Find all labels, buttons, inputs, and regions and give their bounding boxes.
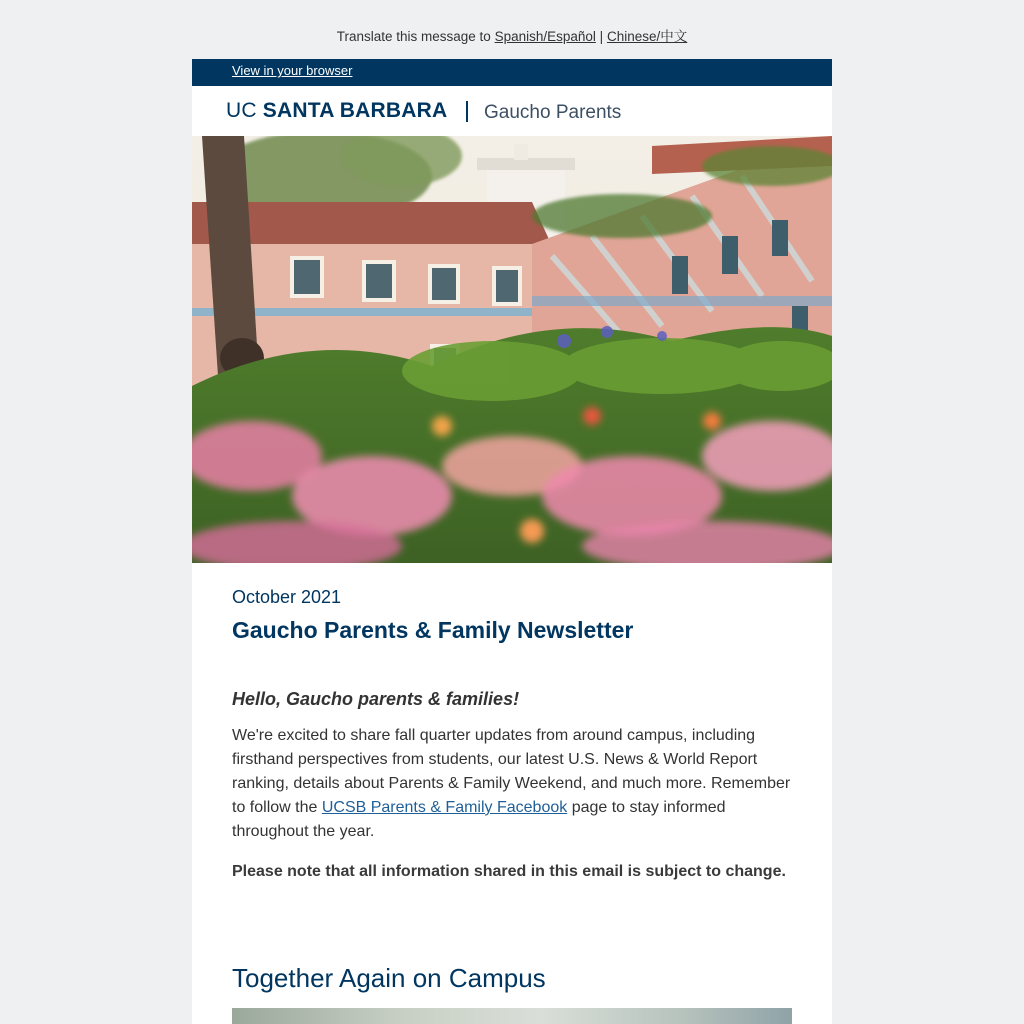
intro-text-end: page to stay informed throughout the year. xyxy=(232,799,726,840)
view-in-browser-link[interactable]: View in your browser xyxy=(232,63,353,78)
change-notice: Please note that all information shared in this email is subject to change. xyxy=(232,863,786,880)
logo-subtitle: Gaucho Parents xyxy=(484,102,622,123)
translate-bar xyxy=(0,25,1024,45)
ucsb-logo[interactable] xyxy=(226,99,447,123)
main-content xyxy=(192,587,832,1024)
email-body xyxy=(192,59,832,1024)
logo-divider xyxy=(466,101,468,122)
newsletter-title: Gaucho Parents & Family Newsletter xyxy=(232,617,634,643)
logo-name: SANTA BARBARA xyxy=(262,99,448,122)
section-heading-together-again: Together Again on Campus xyxy=(232,963,546,993)
section-image xyxy=(232,1008,792,1024)
issue-date: October 2021 xyxy=(232,587,342,607)
hero-image xyxy=(192,136,832,563)
spanish-link[interactable]: Spanish/Español xyxy=(494,29,596,44)
greeting: Hello, Gaucho parents & families! xyxy=(232,689,520,709)
intro-paragraph xyxy=(232,724,792,844)
logo-uc: UC xyxy=(226,99,257,122)
translate-prefix: Translate this message to xyxy=(336,29,491,44)
facebook-link[interactable]: UCSB Parents & Family Facebook xyxy=(321,799,568,816)
chinese-link[interactable]: Chinese/中文 xyxy=(606,29,688,44)
logo-header xyxy=(192,86,832,136)
top-strip xyxy=(192,59,832,86)
intro-text-start: We're excited to share fall quarter updates from around campus, including firsthand perspectives from students, our latest U.S. News & World Report ranking, details about Parents & Family Weekend, and much more. Remember to follow the xyxy=(232,727,791,816)
translate-separator: | xyxy=(599,29,604,44)
